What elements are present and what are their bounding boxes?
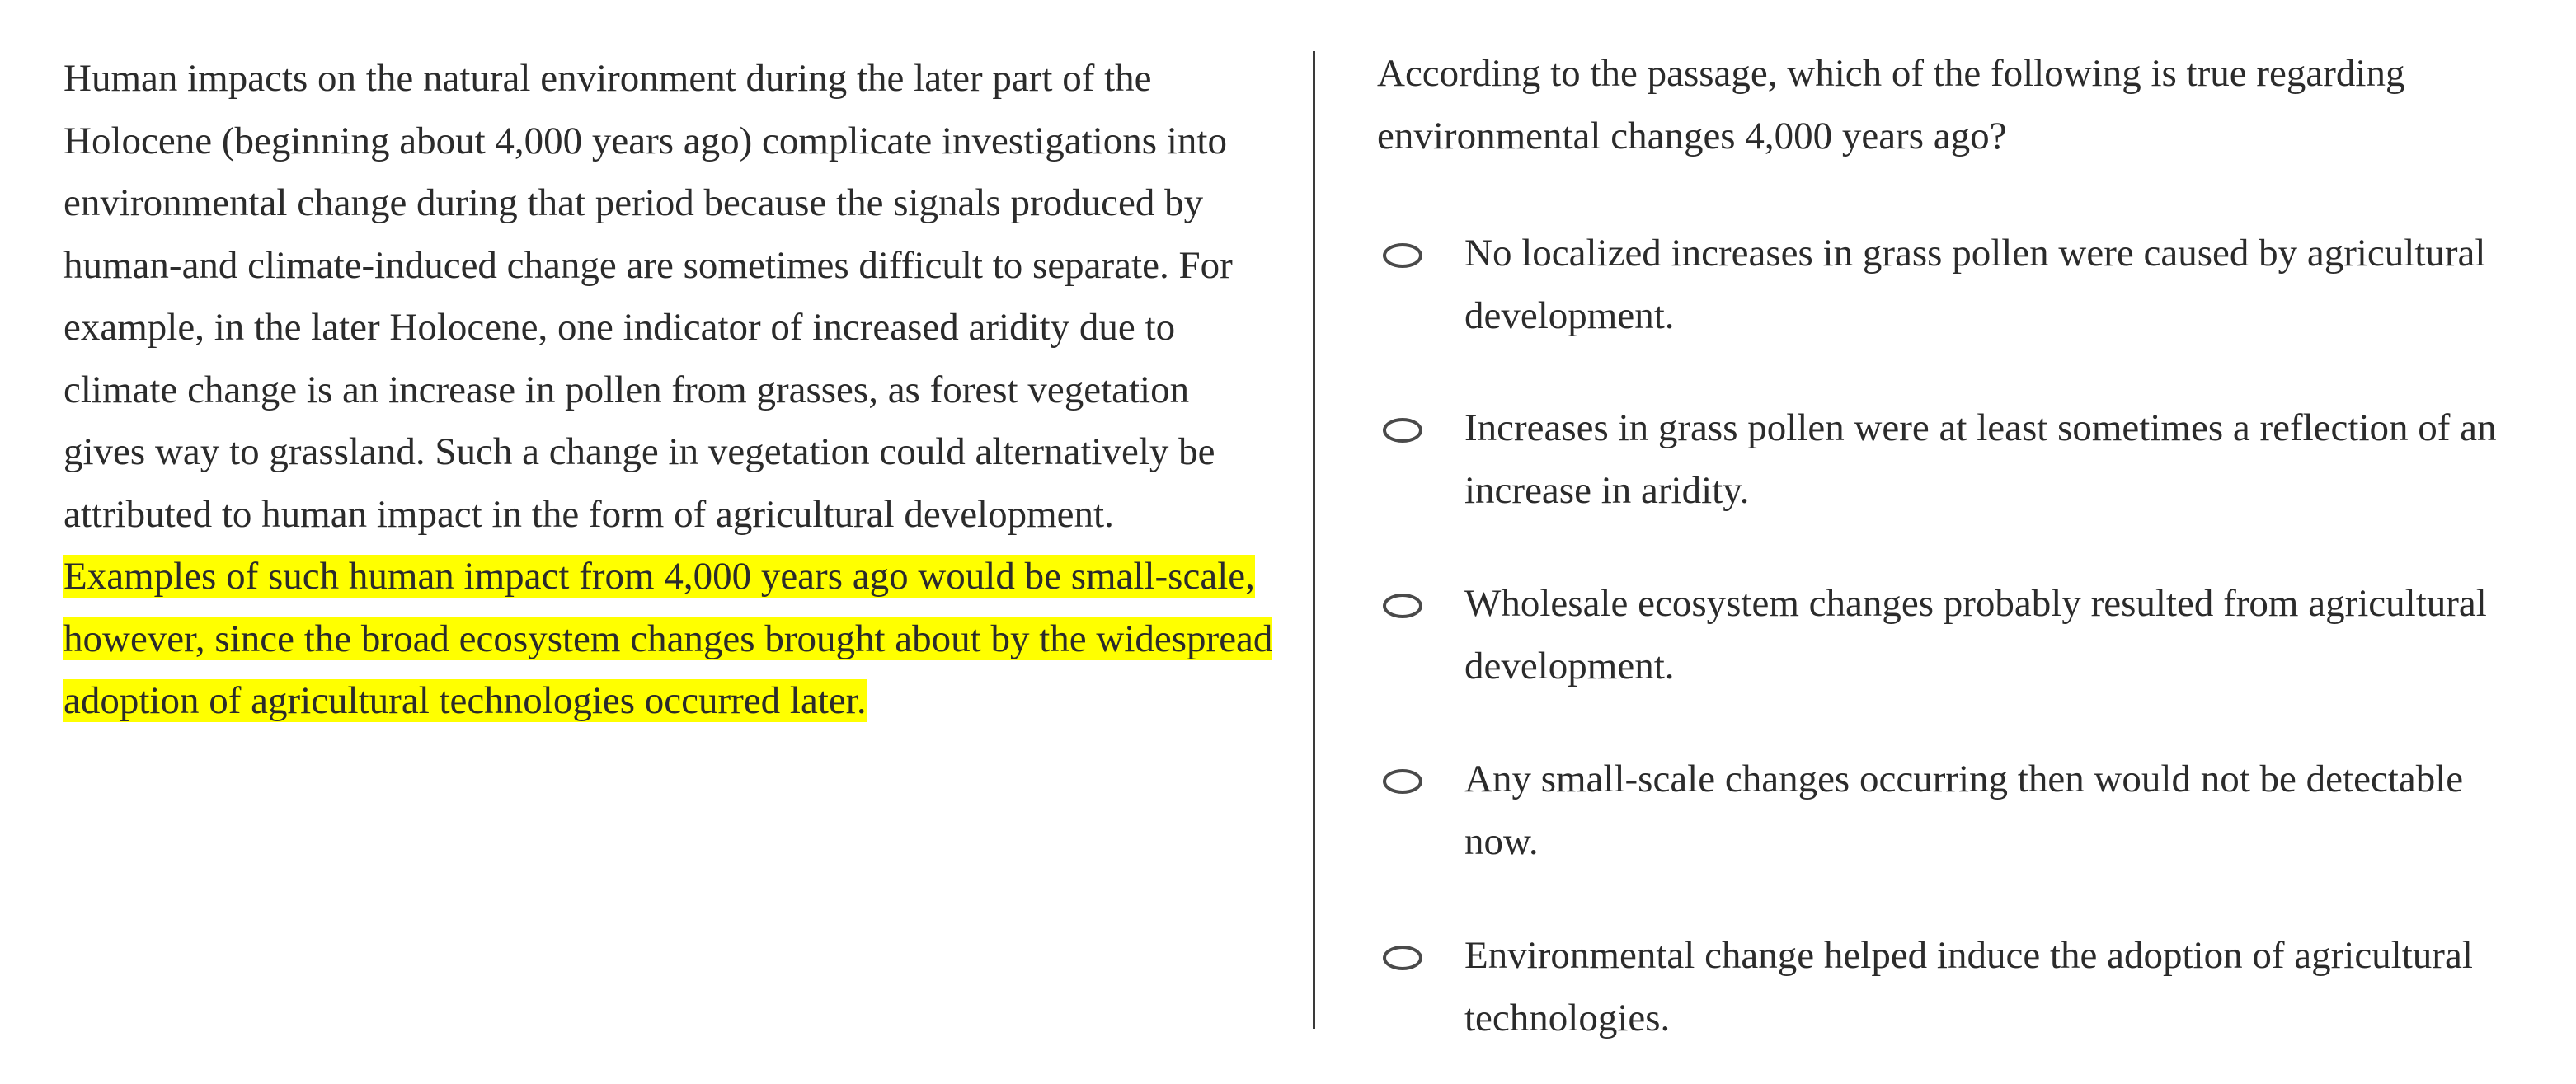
answer-option-label: Environmental change helped induce the adoption of agricultural technologies. <box>1464 934 2473 1039</box>
radio-button-icon[interactable] <box>1383 594 1422 618</box>
answer-option-label: No localized increases in grass pollen were caused by agricultural development. <box>1464 232 2486 337</box>
radio-button-icon[interactable] <box>1383 418 1422 443</box>
answer-option-label: Increases in grass pollen were at least sometimes a reflection of an increase in aridity. <box>1464 406 2497 512</box>
question-prompt: According to the passage, which of the following is true regarding environmental changes 4,000 years ago? <box>1377 52 2405 157</box>
column-divider <box>1313 51 1315 1029</box>
radio-button-icon[interactable] <box>1383 243 1422 268</box>
radio-button-icon[interactable] <box>1383 946 1422 970</box>
passage-text <box>63 48 1276 733</box>
answer-option-label: Wholesale ecosystem changes probably resulted from agricultural development. <box>1464 582 2487 687</box>
passage-body: Human impacts on the natural environment during the later part of the Holocene (beginning about 4,000 years ago) complicate investigations into environmental change during that period because the signals produced by human-and climate-induced change are sometimes difficult to separate. For example, in the later Holocene, one indicator of increased aridity due to climate change is an increase in pollen from grasses, as forest vegetation gives way to grassland. Such a change in vegetation could alternatively be attributed to human impact in the form of agricultural development. <box>63 57 1233 536</box>
answer-option-label: Any small-scale changes occurring then would not be detectable now. <box>1464 758 2464 863</box>
radio-button-icon[interactable] <box>1383 769 1422 794</box>
passage-highlight: Examples of such human impact from 4,000 years ago would be small-scale, however, since the broad ecosystem changes brought about by the widespread adoption of agricultural technologies occurred later. <box>63 555 1273 722</box>
